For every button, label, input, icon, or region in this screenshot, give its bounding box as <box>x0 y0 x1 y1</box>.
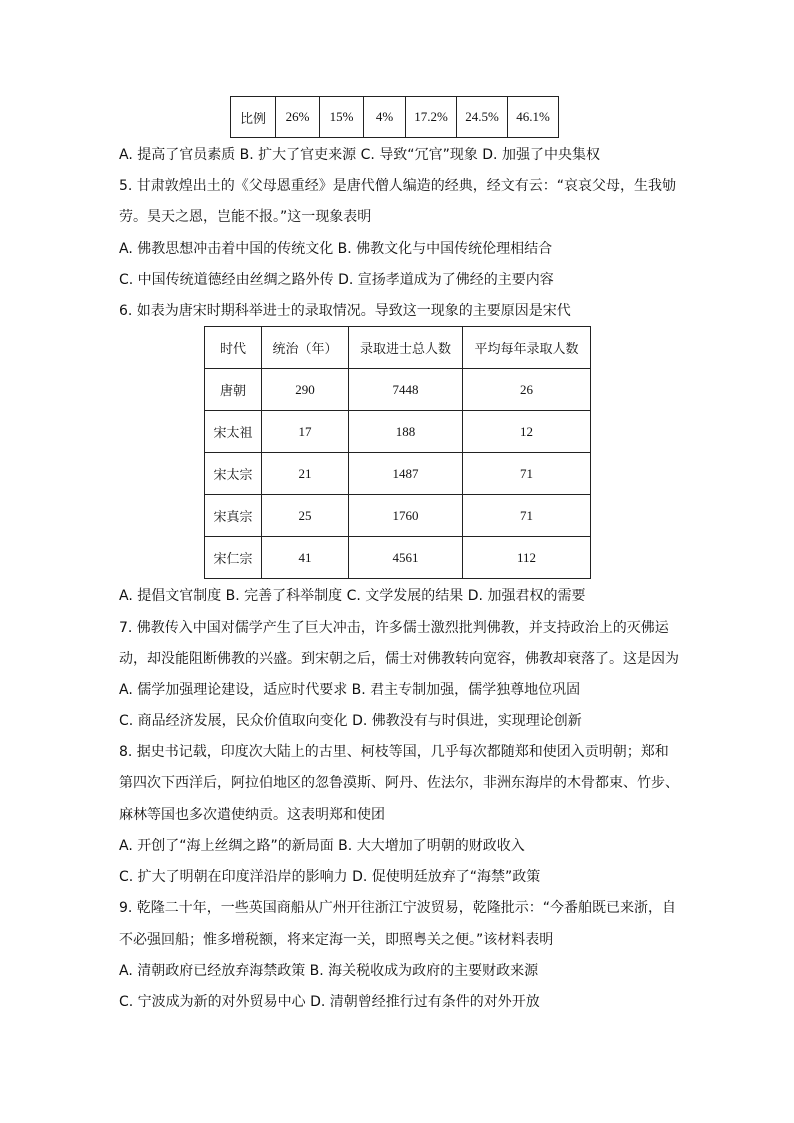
table-cell: 7448 <box>349 369 463 411</box>
table-row <box>205 537 591 579</box>
q5-options-cd: C. 中国传统道德经由丝绸之路外传 D. 宣扬孝道成为了佛经的主要内容 <box>119 272 554 288</box>
table-cell: 1487 <box>349 453 463 495</box>
q6-stem: 6. 如表为唐宋时期科举进士的录取情况。导致这一现象的主要原因是宋代 <box>119 303 571 319</box>
table-cell: 宋太祖 <box>205 411 262 453</box>
q8-options-cd: C. 扩大了明朝在印度洋沿岸的影响力 D. 促使明廷放弃了“海禁”政策 <box>119 869 541 885</box>
table-cell: 112 <box>463 537 591 579</box>
q8-stem-line3: 麻林等国也多次遣使纳贡。这表明郑和使团 <box>119 807 385 823</box>
ratio-value-cell: 15% <box>320 97 364 138</box>
table-cell: 12 <box>463 411 591 453</box>
ratio-table <box>230 96 559 138</box>
q8-options-ab: A. 开创了“海上丝绸之路”的新局面 B. 大大增加了明朝的财政收入 <box>119 838 525 854</box>
table-cell: 1760 <box>349 495 463 537</box>
table-row <box>205 495 591 537</box>
q7-options-cd: C. 商品经济发展，民众价值取向变化 D. 佛教没有与时俱进，实现理论创新 <box>119 713 582 729</box>
q8-stem-line2: 第四次下西洋后，阿拉伯地区的忽鲁漠斯、阿丹、佐法尔，非洲东海岸的木骨都束、竹步、 <box>119 775 679 791</box>
q9-options-ab: A. 清朝政府已经放弃海禁政策 B. 海关税收成为政府的主要财政来源 <box>119 963 539 979</box>
q5-stem-line2: 劳。昊天之恩，岂能不报。”这一现象表明 <box>119 209 372 225</box>
table-cell: 26 <box>463 369 591 411</box>
table-cell: 25 <box>262 495 349 537</box>
q7-stem-line1: 7. 佛教传入中国对儒学产生了巨大冲击，许多儒士激烈批判佛教，并支持政治上的灭佛运 <box>119 620 669 636</box>
q4-options: A. 提高了官员素质 B. 扩大了官吏来源 C. 导致“冗官”现象 D. 加强了中央集权 <box>119 147 600 163</box>
table-cell: 71 <box>463 453 591 495</box>
table-header-cell: 统治（年） <box>262 327 349 369</box>
q7-stem-line2: 动，却没能阻断佛教的兴盛。到宋朝之后，儒士对佛教转向宽容，佛教却衰落了。这是因为 <box>119 651 679 667</box>
ratio-label-cell: 比例 <box>231 97 276 138</box>
table-row <box>205 411 591 453</box>
table-header-cell: 录取进士总人数 <box>349 327 463 369</box>
table-cell: 71 <box>463 495 591 537</box>
table-row <box>205 453 591 495</box>
table-cell: 188 <box>349 411 463 453</box>
exam-table <box>204 326 591 579</box>
table-cell: 唐朝 <box>205 369 262 411</box>
q9-options-cd: C. 宁波成为新的对外贸易中心 D. 清朝曾经推行过有条件的对外开放 <box>119 994 540 1010</box>
table-header-cell: 平均每年录取人数 <box>463 327 591 369</box>
table-header-row <box>205 327 591 369</box>
q9-stem-line2: 不必强回船；惟多增税额，将来定海一关，即照粤关之便。”该材料表明 <box>119 932 554 948</box>
q9-stem-line1: 9. 乾隆二十年，一些英国商船从广州开往浙江宁波贸易，乾隆批示：“今番舶既已来浙，自 <box>119 900 677 916</box>
table-cell: 41 <box>262 537 349 579</box>
table-cell: 宋仁宗 <box>205 537 262 579</box>
table-row <box>205 369 591 411</box>
table-header-cell: 时代 <box>205 327 262 369</box>
q5-options-ab: A. 佛教思想冲击着中国的传统文化 B. 佛教文化与中国传统伦理相结合 <box>119 241 553 257</box>
table-cell: 290 <box>262 369 349 411</box>
table-cell: 17 <box>262 411 349 453</box>
table-row <box>231 97 559 138</box>
q6-options: A. 提倡文官制度 B. 完善了科举制度 C. 文学发展的结果 D. 加强君权的需要 <box>119 588 586 604</box>
ratio-value-cell: 24.5% <box>457 97 508 138</box>
table-cell: 4561 <box>349 537 463 579</box>
ratio-value-cell: 4% <box>364 97 406 138</box>
q5-stem-line1: 5. 甘肃敦煌出土的《父母恩重经》是唐代僧人编造的经典，经文有云：“哀哀父母，生我劬 <box>119 178 677 194</box>
table-cell: 宋真宗 <box>205 495 262 537</box>
q7-options-ab: A. 儒学加强理论建设，适应时代要求 B. 君主专制加强，儒学独尊地位巩固 <box>119 682 581 698</box>
q8-stem-line1: 8. 据史书记载，印度次大陆上的古里、柯枝等国，几乎每次都随郑和使团入贡明朝；郑和 <box>119 744 669 760</box>
table-cell: 21 <box>262 453 349 495</box>
ratio-value-cell: 26% <box>276 97 320 138</box>
ratio-value-cell: 46.1% <box>508 97 559 138</box>
table-cell: 宋太宗 <box>205 453 262 495</box>
ratio-value-cell: 17.2% <box>406 97 457 138</box>
